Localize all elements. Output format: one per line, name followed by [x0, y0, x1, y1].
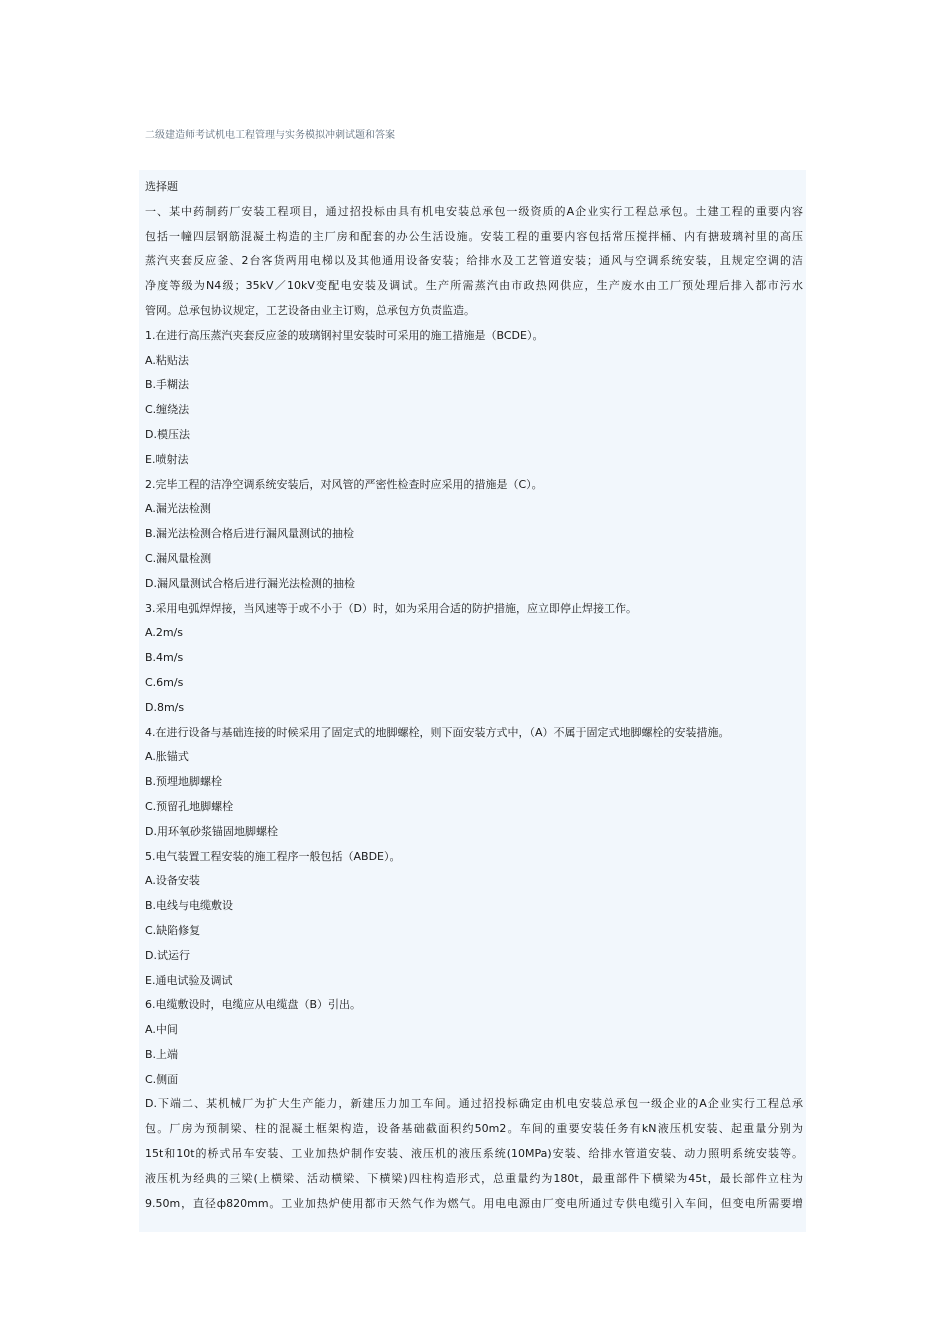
text-line: 2.完毕工程的洁净空调系统安装后，对风管的严密性检查时应采用的措施是（C）。 — [145, 477, 543, 491]
text-line: C.预留孔地脚螺栓 — [145, 799, 234, 813]
text-line: A.胀锚式 — [145, 750, 189, 764]
text-line: D.8m/s — [145, 700, 185, 714]
text-line: E.通电试验及调试 — [145, 973, 233, 987]
text-line: A.粘贴法 — [145, 353, 189, 367]
text-line: C.缠绕法 — [145, 403, 190, 417]
text-line: B.预埋地脚螺栓 — [145, 775, 223, 789]
text-line: 5.电气装置工程安装的施工程序一般包括（ABDE）。 — [145, 849, 401, 863]
text-line: 一、某中药制药厂安装工程项目，通过招投标由具有机电安装总承包一级资质的A企业实行工程总承包。土建工程的重要内容 — [145, 204, 803, 218]
text-line: 管网。总承包协议规定，工艺设备由业主订购，总承包方负责监造。 — [145, 303, 475, 317]
text-line: D.漏风量测试合格后进行漏光法检测的抽检 — [145, 576, 355, 590]
content-block — [139, 170, 806, 1232]
text-line: A.漏光法检测 — [145, 502, 211, 516]
text-line: 3.采用电弧焊焊接，当风速等于或不小于（D）时，如为采用合适的防护措施，应立即停止焊接工作。 — [145, 601, 637, 615]
text-line: A.中间 — [145, 1023, 178, 1037]
text-line: C.缺陷修复 — [145, 923, 201, 937]
text-line: D.试运行 — [145, 948, 190, 962]
text-line: B.漏光法检测合格后进行漏风量测试的抽检 — [145, 527, 355, 541]
text-line: 1.在进行高压蒸汽夹套反应釜的玻璃钢衬里安装时可采用的施工措施是（BCDE）。 — [145, 328, 544, 342]
text-line: D.模压法 — [145, 427, 190, 441]
text-lines — [145, 175, 803, 1216]
text-line: 15t和10t的桥式吊车安装、工业加热炉制作安装、液压机的液压系统(10MPa)安装、给排水管道安装、动力照明系统安装等。 — [145, 1147, 803, 1161]
text-line: 9.50m，直径ф820mm。工业加热炉使用都市天然气作为燃气。用电电源由厂变电所通过专供电缆引入车间，但变电所需要增 — [145, 1196, 803, 1210]
text-line: 包。厂房为预制梁、柱的混凝土框架构造，设备基础截面积约50m2。车间的重要安装任务有kN液压机安装、起重量分别为 — [145, 1122, 803, 1136]
text-line: B.上端 — [145, 1047, 179, 1061]
text-line: 4.在进行设备与基础连接的时候采用了固定式的地脚螺栓，则下面安装方式中，（A）不属于固定式地脚螺栓的安装措施。 — [145, 725, 730, 739]
text-line: A.2m/s — [145, 626, 183, 640]
text-line: D.用环氧砂浆锚固地脚螺栓 — [145, 824, 278, 838]
text-line: 6.电缆敷设时，电缆应从电缆盘（B）引出。 — [145, 998, 362, 1012]
text-line: E.喷射法 — [145, 452, 189, 466]
text-line: 蒸汽夹套反应釜、2台客货两用电梯以及其他通用设备安装；给排水及工艺管道安装；通风与空调系统安装，且规定空调的洁 — [145, 254, 803, 268]
text-line: C.6m/s — [145, 675, 184, 689]
text-line: B.4m/s — [145, 651, 184, 665]
document-title: 二级建造师考试机电工程管理与实务模拟冲刺试题和答案 — [145, 130, 395, 141]
text-line: B.电线与电缆敷设 — [145, 899, 234, 913]
text-line: 选择题 — [145, 180, 178, 193]
text-line: C.漏风量检测 — [145, 551, 212, 565]
text-line: C.侧面 — [145, 1072, 179, 1086]
text-line: 液压机为经典的三梁(上横梁、活动横梁、下横梁)四柱构造形式，总重量约为180t，最重部件下横梁为45t，最长部件立柱为 — [145, 1171, 803, 1185]
text-line: D.下端二、某机械厂为扩大生产能力，新建压力加工车间。通过招投标确定由机电安装总承包一级企业的A企业实行工程总承 — [145, 1097, 803, 1111]
text-line: B.手糊法 — [145, 378, 190, 392]
text-line: 净度等级为N4级；35kV／10kV变配电安装及调试。生产所需蒸汽由市政热网供应，生产废水由工厂预处理后排入都市污水 — [145, 279, 803, 293]
text-line: 包括一幢四层钢筋混凝土构造的主厂房和配套的办公生活设施。安装工程的重要内容包括常压搅拌桶、内有搪玻璃衬里的高压 — [145, 229, 803, 243]
text-line: A.设备安装 — [145, 874, 200, 888]
